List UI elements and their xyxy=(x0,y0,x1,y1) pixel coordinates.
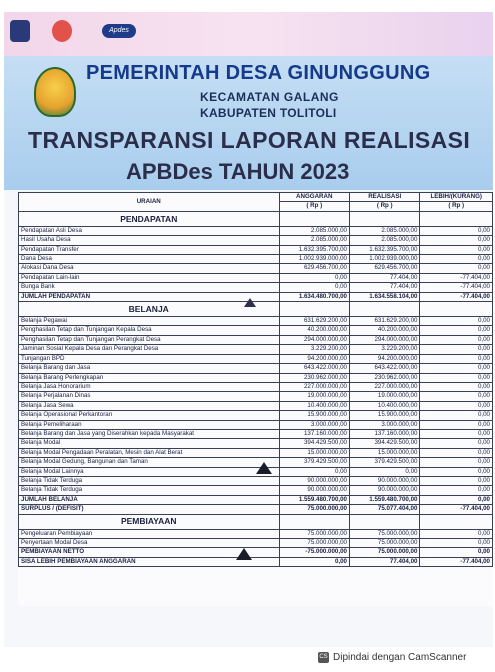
uraian-cell: Belanja Pegawai xyxy=(19,317,280,326)
lebih-cell: 0,00 xyxy=(420,335,493,344)
realisasi-cell: 75.000.000,00 xyxy=(349,539,419,548)
table-row xyxy=(19,529,493,538)
realisasi-cell: 94.200.000,00 xyxy=(349,354,419,363)
table-row xyxy=(19,373,493,382)
uraian-cell: Penghasilan Tetap dan Tunjangan Kepala Desa xyxy=(19,326,280,335)
uraian-cell: Pendapatan Lain-lain xyxy=(19,273,280,282)
lebih-cell: -77.404,00 xyxy=(420,283,493,292)
lebih-cell: 0,00 xyxy=(420,245,493,254)
uraian-cell: Belanja Modal Gedung, Bangunan dan Taman xyxy=(19,458,280,467)
lebih-cell: 0,00 xyxy=(420,439,493,448)
village-emblem-icon xyxy=(34,67,76,117)
realisasi-cell: 2.085.000,00 xyxy=(349,236,419,245)
uraian-header: URAIAN xyxy=(19,193,280,212)
page-title: PEMERINTAH DESA GINUNGGUNG xyxy=(86,62,431,84)
anggaran-cell: 75.000.000,00 xyxy=(279,539,349,548)
uraian-cell: Belanja Tidak Terduga xyxy=(19,476,280,485)
section-label: PENDAPATAN xyxy=(19,211,280,226)
lebih-cell: 0,00 xyxy=(420,467,493,476)
uraian-cell: Belanja Modal Pengadaan Peralatan, Mesin dan Alat Berat xyxy=(19,448,280,457)
anggaran-cell: 230.962.000,00 xyxy=(279,373,349,382)
lebih-cell: 0,00 xyxy=(420,354,493,363)
anggaran-cell: 15.900.000,00 xyxy=(279,411,349,420)
lebih-cell: 0,00 xyxy=(420,539,493,548)
uraian-cell: Belanja Modal Lainnya xyxy=(19,467,280,476)
anggaran-cell: 94.200.000,00 xyxy=(279,354,349,363)
anggaran-cell: 1.632.395.700,00 xyxy=(279,245,349,254)
table-row xyxy=(19,255,493,264)
anggaran-unit: ( Rp ) xyxy=(279,202,349,211)
uraian-cell: Belanja Operasional Perkantoran xyxy=(19,411,280,420)
anggaran-cell: 3.229.200,00 xyxy=(279,345,349,354)
anggaran-cell: 75.000.000,00 xyxy=(279,529,349,538)
anggaran-cell: 631.629.200,00 xyxy=(279,317,349,326)
uraian-cell: Penghasilan Tetap dan Tunjangan Perangkat Desa xyxy=(19,335,280,344)
district-logo-icon xyxy=(52,20,72,42)
realisasi-cell: 629.456.700,00 xyxy=(349,264,419,273)
realisasi-cell: 2.085.000,00 xyxy=(349,226,419,235)
anggaran-cell: 137.160.000,00 xyxy=(279,429,349,438)
realisasi-cell: 137.160.000,00 xyxy=(349,429,419,438)
uraian-cell: Belanja Jasa Sewa xyxy=(19,401,280,410)
anggaran-cell: 294.000.000,00 xyxy=(279,335,349,344)
anggaran-cell: 379.429.500,00 xyxy=(279,458,349,467)
section-label: BELANJA xyxy=(19,302,280,317)
empty-cell xyxy=(279,211,349,226)
realisasi-cell: 230.962.000,00 xyxy=(349,373,419,382)
lebih-cell: 0,00 xyxy=(420,476,493,485)
lebih-cell: 0,00 xyxy=(420,392,493,401)
table-row xyxy=(19,505,493,514)
uraian-cell: SISA LEBIH PEMBIAYAAN ANGGARAN xyxy=(19,557,280,566)
anggaran-cell: 1.559.480.700,00 xyxy=(279,495,349,504)
anggaran-cell: 2.085.000,00 xyxy=(279,226,349,235)
realisasi-cell: 379.429.500,00 xyxy=(349,458,419,467)
anggaran-cell: 394.429.500,00 xyxy=(279,439,349,448)
kabupaten-label: KABUPATEN TOLITOLI xyxy=(200,106,337,120)
table-row xyxy=(19,245,493,254)
realisasi-cell: 3.229.200,00 xyxy=(349,345,419,354)
empty-cell xyxy=(279,302,349,317)
uraian-cell: Belanja Modal xyxy=(19,439,280,448)
lebih-cell: 0,00 xyxy=(420,420,493,429)
realisasi-cell: 90.000.000,00 xyxy=(349,476,419,485)
table-row xyxy=(19,557,493,566)
anggaran-cell: 2.085.000,00 xyxy=(279,236,349,245)
table-row xyxy=(19,326,493,335)
realisasi-cell: 227.000.000,00 xyxy=(349,382,419,391)
table-row xyxy=(19,476,493,485)
uraian-cell: Alokasi Dana Desa xyxy=(19,264,280,273)
anggaran-cell: 10.400.000,00 xyxy=(279,401,349,410)
empty-cell xyxy=(349,302,419,317)
uraian-cell: JUMLAH BELANJA xyxy=(19,495,280,504)
lebih-cell: 0,00 xyxy=(420,429,493,438)
realisasi-cell: 77.404,00 xyxy=(349,273,419,282)
table-row xyxy=(19,354,493,363)
realisasi-cell: 40.200.000,00 xyxy=(349,326,419,335)
uraian-cell: Belanja Perjalanan Dinas xyxy=(19,392,280,401)
report-table-body xyxy=(19,211,493,566)
realisasi-cell: 294.000.000,00 xyxy=(349,335,419,344)
realisasi-cell: 15.900.000,00 xyxy=(349,411,419,420)
anggaran-cell: 1.002.939.000,00 xyxy=(279,255,349,264)
lebih-cell: 0,00 xyxy=(420,345,493,354)
realisasi-cell: 75.000.000,00 xyxy=(349,548,419,557)
table-row xyxy=(19,539,493,548)
realisasi-cell: 1.634.558.104,00 xyxy=(349,292,419,301)
lebih-cell: 0,00 xyxy=(420,458,493,467)
section-row xyxy=(19,211,493,226)
uraian-cell: PEMBIAYAAN NETTO xyxy=(19,548,280,557)
anggaran-cell: 3.000.000,00 xyxy=(279,420,349,429)
lebih-cell: 0,00 xyxy=(420,373,493,382)
lebih-cell: 0,00 xyxy=(420,236,493,245)
realisasi-header: REALISASI xyxy=(349,193,419,202)
anggaran-cell: 0,00 xyxy=(279,273,349,282)
realisasi-cell: 77.404,00 xyxy=(349,283,419,292)
report-table xyxy=(18,192,493,567)
realisasi-unit: ( Rp ) xyxy=(349,202,419,211)
empty-cell xyxy=(349,211,419,226)
uraian-cell: Belanja Barang Perlengkapan xyxy=(19,373,280,382)
uraian-cell: Belanja Barang dan Jasa yang Diserahkan kepada Masyarakat xyxy=(19,429,280,438)
header-logo-strip xyxy=(4,12,493,56)
lebih-cell: 0,00 xyxy=(420,382,493,391)
table-row xyxy=(19,345,493,354)
anggaran-cell: 19.000.000,00 xyxy=(279,392,349,401)
table-row xyxy=(19,420,493,429)
anggaran-cell: 40.200.000,00 xyxy=(279,326,349,335)
table-row xyxy=(19,283,493,292)
uraian-cell: Belanja Tidak Terduga xyxy=(19,486,280,495)
lebih-cell: 0,00 xyxy=(420,317,493,326)
lebih-cell: 0,00 xyxy=(420,529,493,538)
uraian-cell: Pendapatan Transfer xyxy=(19,245,280,254)
realisasi-cell: 10.400.000,00 xyxy=(349,401,419,410)
lebih-cell: 0,00 xyxy=(420,226,493,235)
realisasi-cell: 0,00 xyxy=(349,467,419,476)
empty-cell xyxy=(279,514,349,529)
section-row xyxy=(19,514,493,529)
empty-cell xyxy=(420,302,493,317)
report-year: APBDes TAHUN 2023 xyxy=(126,159,350,184)
realisasi-cell: 1.002.939.000,00 xyxy=(349,255,419,264)
realisasi-cell: 90.000.000,00 xyxy=(349,486,419,495)
realisasi-cell: 77.404,00 xyxy=(349,557,419,566)
realisasi-cell: 3.000.000,00 xyxy=(349,420,419,429)
lebih-cell: -77.404,00 xyxy=(420,292,493,301)
lebih-cell: -77.404,00 xyxy=(420,505,493,514)
anggaran-cell: 0,00 xyxy=(279,557,349,566)
anggaran-cell: 0,00 xyxy=(279,467,349,476)
table-row xyxy=(19,548,493,557)
realisasi-cell: 19.000.000,00 xyxy=(349,392,419,401)
table-row xyxy=(19,401,493,410)
lebih-cell: 0,00 xyxy=(420,548,493,557)
lebih-cell: 0,00 xyxy=(420,326,493,335)
uraian-cell: JUMLAH PENDAPATAN xyxy=(19,292,280,301)
lebih-cell: -77.404,00 xyxy=(420,273,493,282)
lebih-cell: 0,00 xyxy=(420,486,493,495)
table-row xyxy=(19,411,493,420)
tape-mark-icon xyxy=(256,462,272,474)
table-row xyxy=(19,226,493,235)
uraian-cell: Belanja Pemeliharaan xyxy=(19,420,280,429)
empty-cell xyxy=(420,211,493,226)
kecamatan-label: KECAMATAN GALANG xyxy=(200,90,339,104)
table-row xyxy=(19,317,493,326)
uraian-cell: Pengeluaran Pembiayaan xyxy=(19,529,280,538)
table-row xyxy=(19,273,493,282)
table-row xyxy=(19,429,493,438)
lebih-cell: 0,00 xyxy=(420,401,493,410)
anggaran-cell: 90.000.000,00 xyxy=(279,476,349,485)
lebih-cell: 0,00 xyxy=(420,364,493,373)
table-row xyxy=(19,448,493,457)
anggaran-cell: 643.422.000,00 xyxy=(279,364,349,373)
empty-cell xyxy=(349,514,419,529)
uraian-cell: Dana Desa xyxy=(19,255,280,264)
empty-cell xyxy=(420,514,493,529)
realisasi-cell: 75.000.000,00 xyxy=(349,529,419,538)
realisasi-cell: 631.629.200,00 xyxy=(349,317,419,326)
uraian-cell: Tunjangan BPD xyxy=(19,354,280,363)
anggaran-cell: 1.634.480.700,00 xyxy=(279,292,349,301)
uraian-cell: Pendapatan Asli Desa xyxy=(19,226,280,235)
report-table-area xyxy=(18,192,493,606)
lebih-cell: -77.404,00 xyxy=(420,557,493,566)
lebih-cell: 0,00 xyxy=(420,411,493,420)
table-row xyxy=(19,486,493,495)
camscanner-text: Dipindai dengan CamScanner xyxy=(333,652,467,664)
uraian-cell: Jaminan Sosial Kepala Desa dan Perangkat Desa xyxy=(19,345,280,354)
table-row xyxy=(19,364,493,373)
realisasi-cell: 643.422.000,00 xyxy=(349,364,419,373)
realisasi-cell: 75.077.404,00 xyxy=(349,505,419,514)
report-title: TRANSPARANSI LAPORAN REALISASI xyxy=(28,127,471,153)
table-row xyxy=(19,439,493,448)
table-row xyxy=(19,236,493,245)
uraian-cell: Penyertaan Modal Desa xyxy=(19,539,280,548)
banner-header xyxy=(4,12,493,190)
lebih-cell: 0,00 xyxy=(420,264,493,273)
section-label: PEMBIAYAAN xyxy=(19,514,280,529)
anggaran-cell: 15.000.000,00 xyxy=(279,448,349,457)
lebih-cell: 0,00 xyxy=(420,255,493,264)
uraian-cell: SURPLUS / (DEFISIT) xyxy=(19,505,280,514)
table-row xyxy=(19,495,493,504)
apdes-logo-icon: Apdes xyxy=(102,24,136,38)
uraian-cell: Belanja Barang dan Jasa xyxy=(19,364,280,373)
realisasi-cell: 1.559.480.700,00 xyxy=(349,495,419,504)
uraian-cell: Bunga Bank xyxy=(19,283,280,292)
banner xyxy=(4,12,493,647)
lebih-header: LEBIH/(KURANG) xyxy=(420,193,493,202)
table-row xyxy=(19,335,493,344)
table-row xyxy=(19,264,493,273)
tape-mark-icon xyxy=(244,298,256,307)
uraian-cell: Belanja Jasa Honorarium xyxy=(19,382,280,391)
uraian-cell: Hasil Usaha Desa xyxy=(19,236,280,245)
anggaran-cell: 629.456.700,00 xyxy=(279,264,349,273)
anggaran-cell: 0,00 xyxy=(279,283,349,292)
realisasi-cell: 15.000.000,00 xyxy=(349,448,419,457)
anggaran-cell: 75.000.000,00 xyxy=(279,505,349,514)
realisasi-cell: 1.632.395.700,00 xyxy=(349,245,419,254)
lebih-cell: 0,00 xyxy=(420,495,493,504)
realisasi-cell: 394.429.500,00 xyxy=(349,439,419,448)
anggaran-cell: 90.000.000,00 xyxy=(279,486,349,495)
anggaran-cell: -75.000.000,00 xyxy=(279,548,349,557)
regency-logo-icon xyxy=(10,20,30,42)
table-row xyxy=(19,382,493,391)
anggaran-cell: 227.000.000,00 xyxy=(279,382,349,391)
table-row xyxy=(19,392,493,401)
tape-mark-icon xyxy=(236,548,252,560)
lebih-cell: 0,00 xyxy=(420,448,493,457)
lebih-unit: ( Rp ) xyxy=(420,202,493,211)
anggaran-header: ANGGARAN xyxy=(279,193,349,202)
camscanner-watermark xyxy=(318,652,466,663)
camscanner-icon: CS xyxy=(318,652,329,663)
